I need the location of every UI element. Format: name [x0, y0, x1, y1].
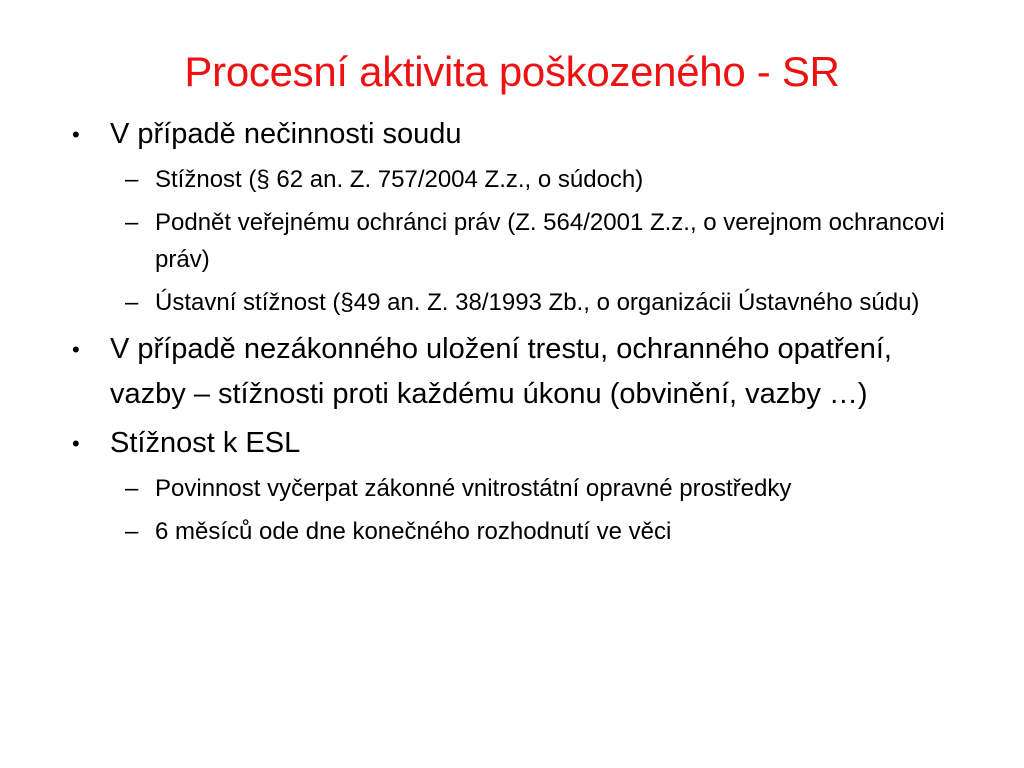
slide-title: Procesní aktivita poškozeného - SR: [184, 48, 840, 95]
bullet-item: [70, 421, 960, 466]
sub-bullet-item: [70, 161, 960, 198]
sub-bullet-item: [70, 204, 960, 278]
bullet-text: Stížnost k ESL: [110, 427, 301, 459]
dash-marker: –: [125, 209, 139, 236]
sub-bullet-list: [70, 161, 960, 321]
bullet-item: [70, 112, 960, 157]
bullet-item: [70, 327, 960, 417]
sub-bullet-text: Podnět veřejnému ochránci práv (Z. 564/2001 Z.z., o verejnom ochrancovi práv): [155, 209, 945, 273]
sub-bullet-list: [70, 470, 960, 550]
sub-bullet-text: Povinnost vyčerpat zákonné vnitrostátní opravné prostředky: [155, 475, 792, 502]
sub-bullet-item: [70, 470, 960, 507]
bullet-text: V případě nečinnosti soudu: [110, 118, 462, 150]
dash-marker: –: [125, 289, 139, 316]
bullet-list: [70, 112, 960, 556]
sub-bullet-item: [70, 284, 960, 321]
dash-marker: –: [125, 166, 139, 193]
bullet-marker: •: [72, 337, 80, 362]
sub-bullet-text: Stížnost (§ 62 an. Z. 757/2004 Z.z., o súdoch): [155, 166, 644, 193]
bullet-marker: •: [72, 122, 80, 147]
dash-marker: –: [125, 518, 139, 545]
bullet-text: V případě nezákonného uložení trestu, ochranného opatření, vazby – stížnosti proti každému úkonu (obvinění, vazby …): [110, 333, 892, 410]
sub-bullet-item: [70, 513, 960, 550]
dash-marker: –: [125, 475, 139, 502]
bullet-marker: •: [72, 431, 80, 456]
sub-bullet-text: 6 měsíců ode dne konečného rozhodnutí ve věci: [155, 518, 672, 545]
sub-bullet-text: Ústavní stížnost (§49 an. Z. 38/1993 Zb., o organizácii Ústavného súdu): [155, 289, 920, 316]
